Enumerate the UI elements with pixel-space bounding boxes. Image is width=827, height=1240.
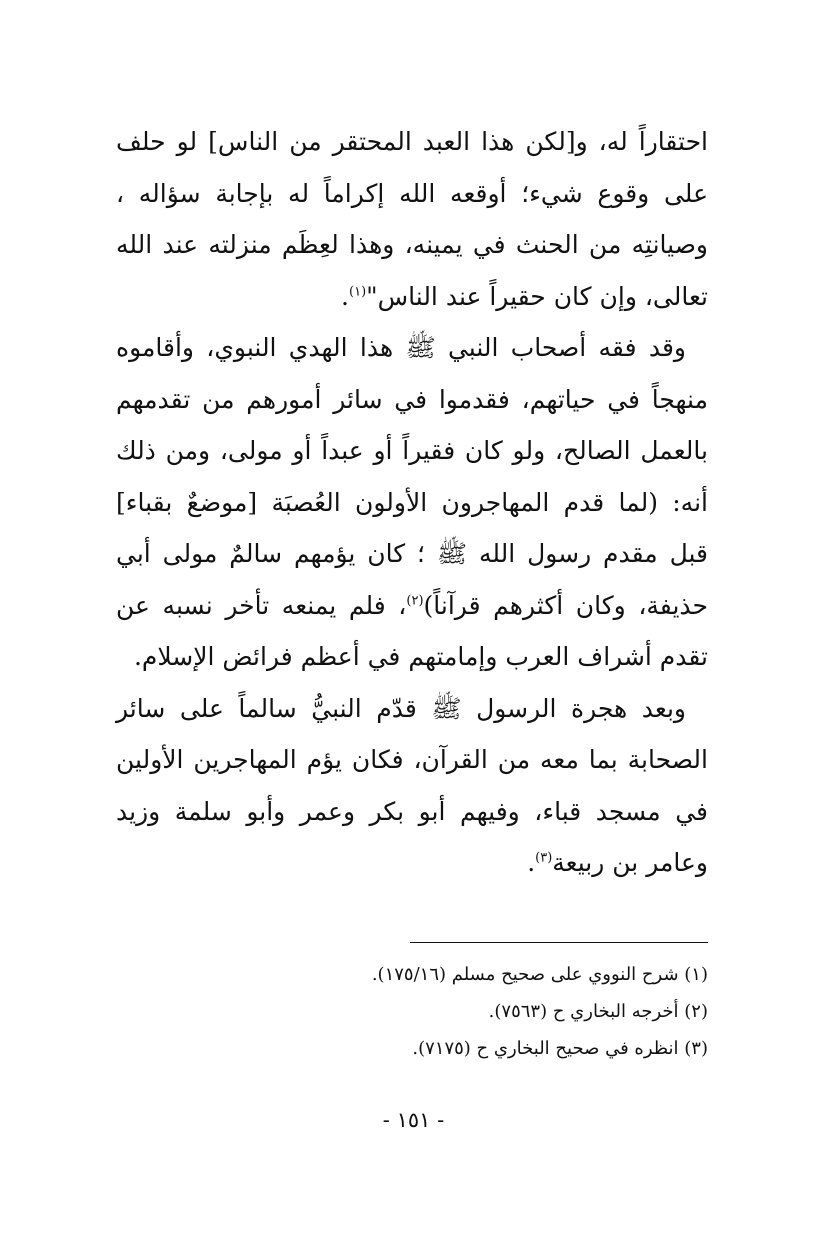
paragraph-2 bbox=[116, 322, 708, 683]
paragraph-2-text: وقد فقه أصحاب النبي ﷺ هذا الهدي النبوي، وأقاموه منهجاً في حياتهم، فقدموا في سائر أمورهم من تقدمهم بالعمل الصالح، ولو كان فقيراً أو عبداً أو مولى، ومن ذلك أنه: (لما قدم المهاجرون الأولون العُصبَة [موضعٌ بقباء] قبل مقدم رسول الله ﷺ ؛ كان يؤمهم سالمٌ مولى أبي حذيفة، وكان أكثرهم قرآناً) bbox=[116, 333, 708, 620]
main-text bbox=[116, 116, 708, 889]
footnote-2: (٢) أخرجه البخاري ح (٧٥٦٣). bbox=[488, 1001, 708, 1022]
paragraph-2-tail: ، فلم يمنعه تأخر نسبه عن تقدم أشراف العرب وإمامتهم في أعظم فرائض الإسلام. bbox=[116, 590, 708, 671]
footnote-ref-2: (٢) bbox=[406, 593, 424, 609]
footnotes bbox=[116, 956, 708, 1067]
footnote-1: (١) شرح النووي على صحيح مسلم (١٧٥/١٦). bbox=[371, 964, 708, 985]
paragraph-1-text: احتقاراً له، و[لكن هذا العبد المحتقر من الناس] لو حلف على وقوع شيء؛ أوقعه الله إكراماً له بإجابة سؤاله ، وصيانتِه من الحنث في يمينه، وهذا لعِظَم منزلته عند الله تعالى، وإن كان حقيراً عند الناس" bbox=[116, 127, 708, 311]
paragraph-3-tail: . bbox=[527, 848, 536, 877]
page-number: - ١٥١ - bbox=[382, 1108, 445, 1132]
paragraph-3-text: وبعد هجرة الرسول ﷺ قدّم النبيُّ سالماً على سائر الصحابة بما معه من القرآن، فكان يؤم المهاجرين الأولين في مسجد قباء، وفيهم أبو بكر وعمر وأبو سلمة وزيد وعامر بن ربيعة bbox=[116, 693, 708, 877]
footnote-ref-1: (١) bbox=[349, 284, 367, 300]
footnote-ref-3: (٣) bbox=[535, 850, 553, 866]
footnote-3: (٣) انظره في صحيح البخاري ح (٧١٧٥). bbox=[412, 1038, 708, 1059]
footnote-divider bbox=[410, 942, 708, 943]
paragraph-3 bbox=[116, 683, 708, 889]
paragraph-1 bbox=[116, 116, 708, 322]
paragraph-1-tail: . bbox=[341, 281, 349, 311]
